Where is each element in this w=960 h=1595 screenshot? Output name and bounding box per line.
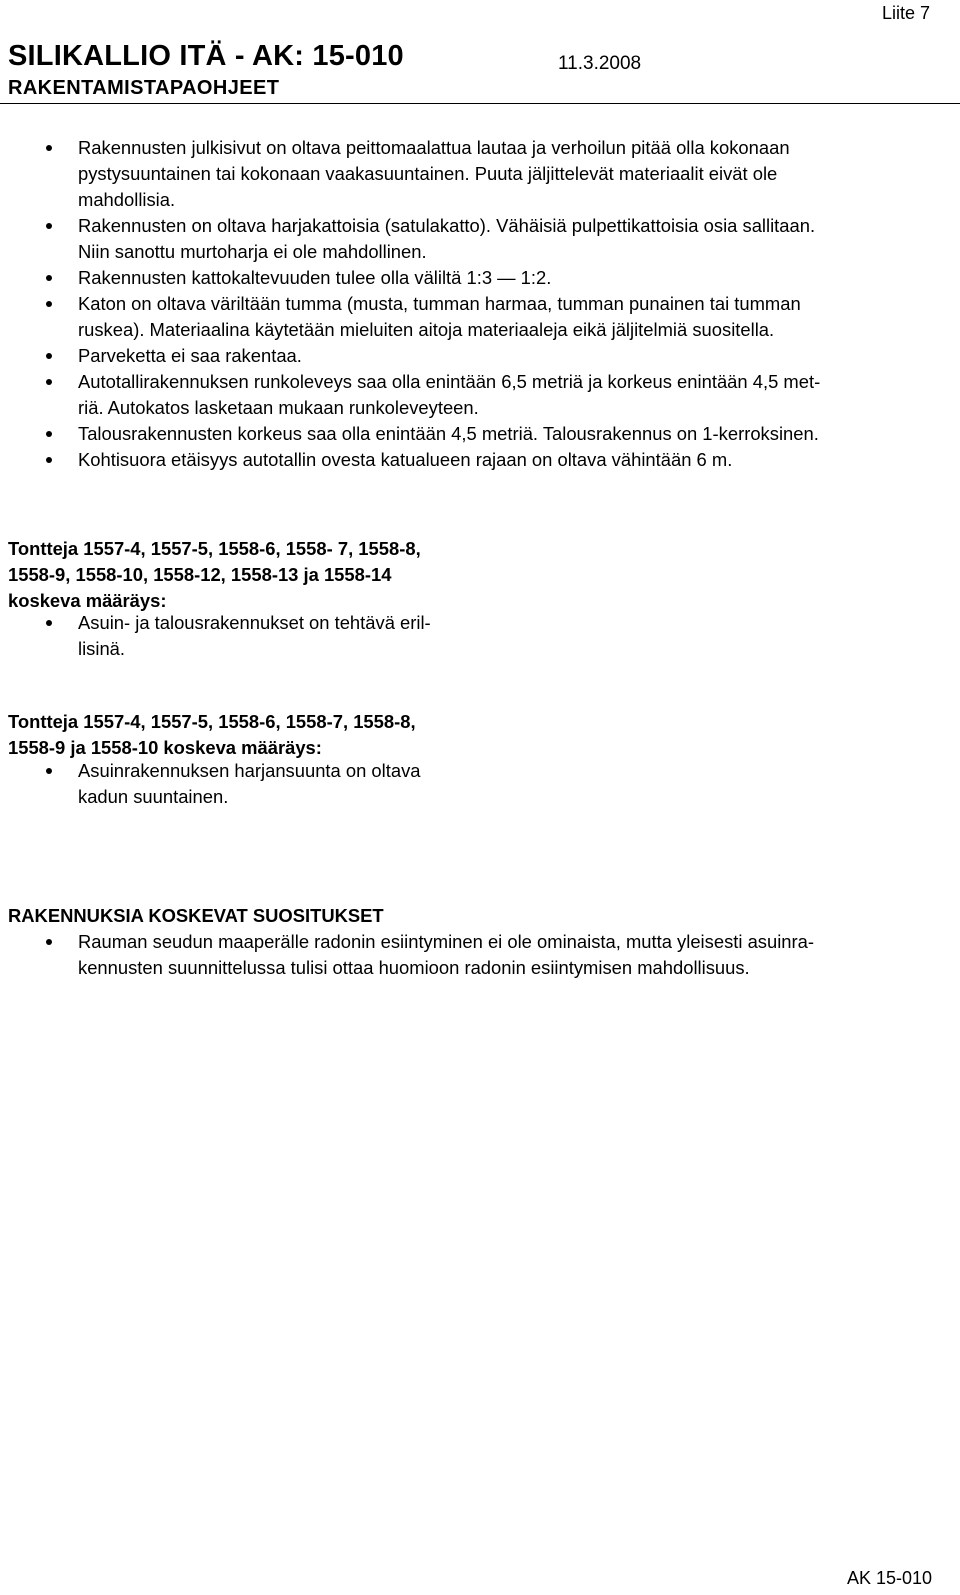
list-item-line: Rauman seudun maaperälle radonin esiintyminen ei ole ominaista, mutta yleisesti asuinra-: [78, 931, 815, 952]
list-item: [8, 758, 948, 810]
list-item-line: kennusten suunnittelussa tulisi ottaa huomioon radonin esiintymisen mahdollisuus.: [78, 957, 750, 978]
section-heading-line: Tontteja 1557-4, 1557-5, 1558-6, 1558-7, 1558-8,: [8, 711, 416, 732]
section-heading-line: RAKENNUKSIA KOSKEVAT SUOSITUKSET: [8, 905, 384, 926]
bullet-icon: [46, 768, 52, 774]
bullet-icon: [46, 301, 52, 307]
list-item-line: ruskea). Materiaalina käytetään mieluiten aitoja materiaaleja eikä jäljitelmiä suositella.: [78, 319, 775, 340]
bullet-icon: [46, 620, 52, 626]
list-item-line: Kohtisuora etäisyys autotallin ovesta katualueen rajaan on oltava vähintään 6 m.: [78, 449, 733, 470]
list-item: [8, 929, 948, 981]
section-heading: [8, 536, 421, 614]
list-item: [8, 213, 948, 265]
document-title: SILIKALLIO ITÄ - AK: 15-010: [8, 40, 404, 72]
bullet-icon: [46, 457, 52, 463]
bullet-icon: [46, 145, 52, 151]
list-item-line: Asuinrakennuksen harjansuunta on oltava: [78, 760, 421, 781]
section-heading: [8, 709, 416, 761]
list-item: [8, 343, 948, 369]
list-item-line: Katon on oltava väriltään tumma (musta, tumman harmaa, tumman punainen tai tumman: [78, 293, 801, 314]
list-item-line: Parveketta ei saa rakentaa.: [78, 345, 302, 366]
bullet-icon: [46, 353, 52, 359]
list-item-line: Rakennusten kattokaltevuuden tulee olla väliltä 1:3 — 1:2.: [78, 267, 552, 288]
list-item-line: mahdollisia.: [78, 189, 176, 210]
section-list: [8, 610, 948, 662]
list-item: [8, 291, 948, 343]
list-item: [8, 265, 948, 291]
section-heading-line: koskeva määräys:: [8, 590, 167, 611]
list-item-line: Autotallirakennuksen runkoleveys saa olla enintään 6,5 metriä ja korkeus enintään 4,5 met-: [78, 371, 821, 392]
bullet-icon: [46, 275, 52, 281]
section-heading-line: Tontteja 1557-4, 1557-5, 1558-6, 1558- 7, 1558-8,: [8, 538, 421, 559]
appendix-label: Liite 7: [881, 3, 930, 23]
list-item: [8, 610, 948, 662]
list-item-line: Niin sanottu murtoharja ei ole mahdollinen.: [78, 241, 427, 262]
bullet-icon: [46, 223, 52, 229]
list-item-line: lisinä.: [78, 638, 126, 659]
list-item-line: kadun suuntainen.: [78, 786, 229, 807]
list-item: [8, 421, 948, 447]
section-heading-line: 1558-9, 1558-10, 1558-12, 1558-13 ja 1558-14: [8, 564, 392, 585]
header-divider: [0, 103, 960, 104]
section-list: [8, 758, 948, 810]
list-item-line: Rakennusten on oltava harjakattoisia (satulakatto). Vähäisiä pulpettikattoisia osia sallitaan.: [78, 215, 816, 236]
list-item-line: riä. Autokatos lasketaan mukaan runkoleveyteen.: [78, 397, 479, 418]
list-item: [8, 447, 948, 473]
list-item-line: pystysuuntainen tai kokonaan vaakasuuntainen. Puuta jäljittelevät materiaalit eivät ole: [78, 163, 778, 184]
construction-rules-list: [8, 135, 948, 473]
bullet-icon: [46, 939, 52, 945]
list-item-line: Talousrakennusten korkeus saa olla enintään 4,5 metriä. Talousrakennus on 1-kerroksinen.: [78, 423, 819, 444]
list-item: [8, 369, 948, 421]
bullet-icon: [46, 431, 52, 437]
footer-label: AK 15-010: [846, 1568, 932, 1588]
list-item: [8, 135, 948, 213]
bullet-icon: [46, 379, 52, 385]
document-subtitle: RAKENTAMISTAPAOHJEET: [8, 77, 280, 99]
section-heading: [8, 903, 384, 929]
section-heading-line: 1558-9 ja 1558-10 koskeva määräys:: [8, 737, 322, 758]
list-item-line: Asuin- ja talousrakennukset on tehtävä eril-: [78, 612, 431, 633]
document-date: 11.3.2008: [558, 53, 642, 74]
list-item-line: Rakennusten julkisivut on oltava peittomaalattua lautaa ja verhoilun pitää olla kokonaan: [78, 137, 790, 158]
recommendations-list: [8, 929, 948, 981]
